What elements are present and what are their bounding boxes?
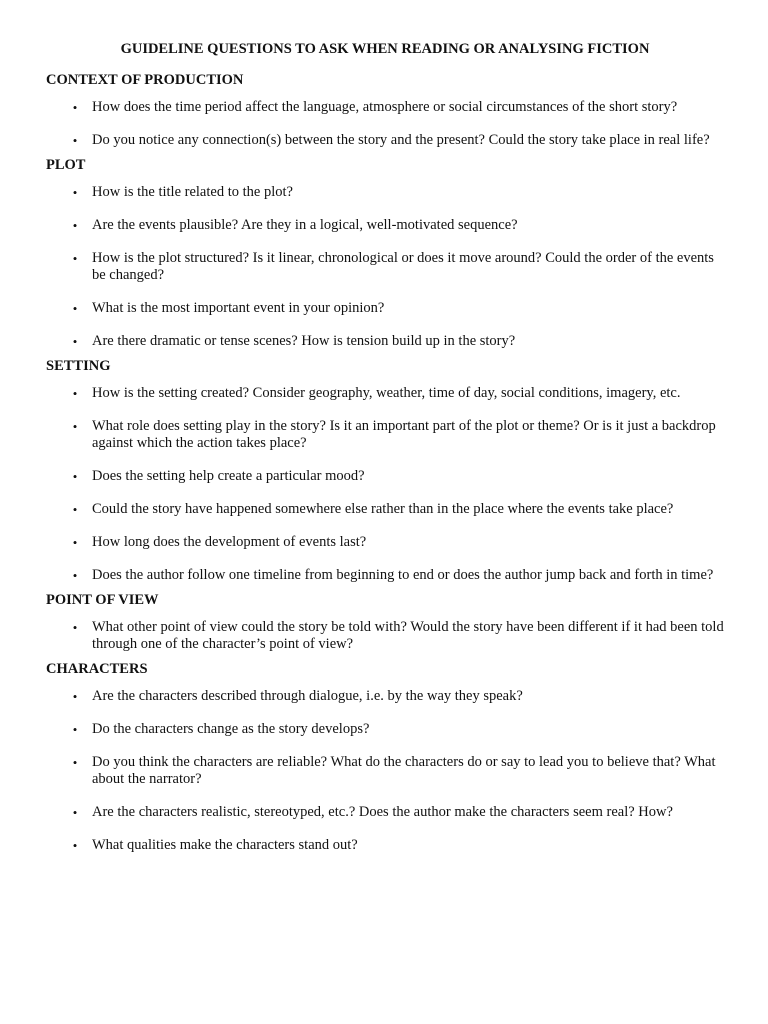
section-point-of-view [46, 592, 724, 653]
section-setting [46, 358, 724, 584]
question-text: Could the story have happened somewhere else rather than in the place where the events take place? [92, 501, 674, 517]
question-text: Are the characters realistic, stereotyped, etc.? Does the author make the characters seem real? How? [92, 804, 673, 820]
list-item [46, 754, 724, 788]
list-item [46, 250, 724, 284]
bullet-icon: • [72, 755, 78, 770]
question-text: Are there dramatic or tense scenes? How is tension build up in the story? [92, 333, 516, 349]
list-item [46, 300, 724, 317]
section-heading: CHARACTERS [46, 661, 148, 677]
list-item [46, 837, 724, 854]
question-list [46, 385, 724, 584]
document-title: GUIDELINE QUESTIONS TO ASK WHEN READING OR ANALYSING FICTION [120, 41, 650, 57]
bullet-icon: • [72, 133, 78, 148]
bullet-icon: • [72, 251, 78, 266]
bullet-icon: • [72, 805, 78, 820]
list-item [46, 567, 724, 584]
question-text: Are the events plausible? Are they in a logical, well-motivated sequence? [92, 217, 518, 233]
bullet-icon: • [72, 218, 78, 233]
list-item [46, 534, 724, 551]
bullet-icon: • [72, 469, 78, 484]
section-heading: PLOT [46, 157, 86, 173]
section-heading: POINT OF VIEW [46, 592, 159, 608]
section-heading: CONTEXT OF PRODUCTION [46, 72, 244, 88]
list-item [46, 333, 724, 350]
list-item [46, 721, 724, 738]
question-text: What is the most important event in your opinion? [92, 300, 385, 316]
bullet-icon: • [72, 419, 78, 434]
bullet-icon: • [72, 100, 78, 115]
bullet-icon: • [72, 301, 78, 316]
question-text: Does the author follow one timeline from beginning to end or does the author jump back and forth in time? [92, 567, 714, 583]
list-item [46, 132, 724, 149]
question-text: How is the setting created? Consider geography, weather, time of day, social conditions, imagery, etc. [92, 385, 681, 401]
section-heading: SETTING [46, 358, 111, 374]
bullet-icon: • [72, 386, 78, 401]
question-text: What qualities make the characters stand out? [92, 837, 358, 853]
list-item [46, 217, 724, 234]
bullet-icon: • [72, 535, 78, 550]
question-text: How long does the development of events last? [92, 534, 367, 550]
list-item [46, 688, 724, 705]
section-context-of-production [46, 72, 724, 149]
list-item [46, 385, 724, 402]
question-text: What other point of view could the story be told with? Would the story have been different if it had been told through one of the character’s point of view? [92, 619, 724, 652]
section-plot [46, 157, 724, 350]
section-characters [46, 661, 724, 854]
question-list [46, 619, 724, 653]
bullet-icon: • [72, 838, 78, 853]
bullet-icon: • [72, 620, 78, 635]
list-item [46, 99, 724, 116]
question-text: Do you think the characters are reliable? What do the characters do or say to lead you to believe that? What about the narrator? [92, 754, 716, 787]
list-item [46, 184, 724, 201]
bullet-icon: • [72, 568, 78, 583]
question-text: How is the title related to the plot? [92, 184, 293, 200]
question-text: Do you notice any connection(s) between the story and the present? Could the story take place in real life? [92, 132, 710, 148]
question-text: Are the characters described through dialogue, i.e. by the way they speak? [92, 688, 523, 704]
question-text: How is the plot structured? Is it linear, chronological or does it move around? Could the order of the events be changed? [92, 250, 714, 283]
bullet-icon: • [72, 502, 78, 517]
bullet-icon: • [72, 722, 78, 737]
question-list [46, 99, 724, 149]
bullet-icon: • [72, 185, 78, 200]
question-list [46, 184, 724, 350]
document-body [46, 72, 724, 854]
list-item [46, 501, 724, 518]
question-text: Does the setting help create a particular mood? [92, 468, 365, 484]
question-text: What role does setting play in the story? Is it an important part of the plot or theme? Or is it just a backdrop against which the action takes place? [92, 418, 716, 451]
question-list [46, 688, 724, 854]
list-item [46, 468, 724, 485]
list-item [46, 804, 724, 821]
bullet-icon: • [72, 334, 78, 349]
question-text: Do the characters change as the story develops? [92, 721, 370, 737]
question-text: How does the time period affect the language, atmosphere or social circumstances of the short story? [92, 99, 678, 115]
bullet-icon: • [72, 689, 78, 704]
list-item [46, 619, 724, 653]
list-item [46, 418, 724, 452]
